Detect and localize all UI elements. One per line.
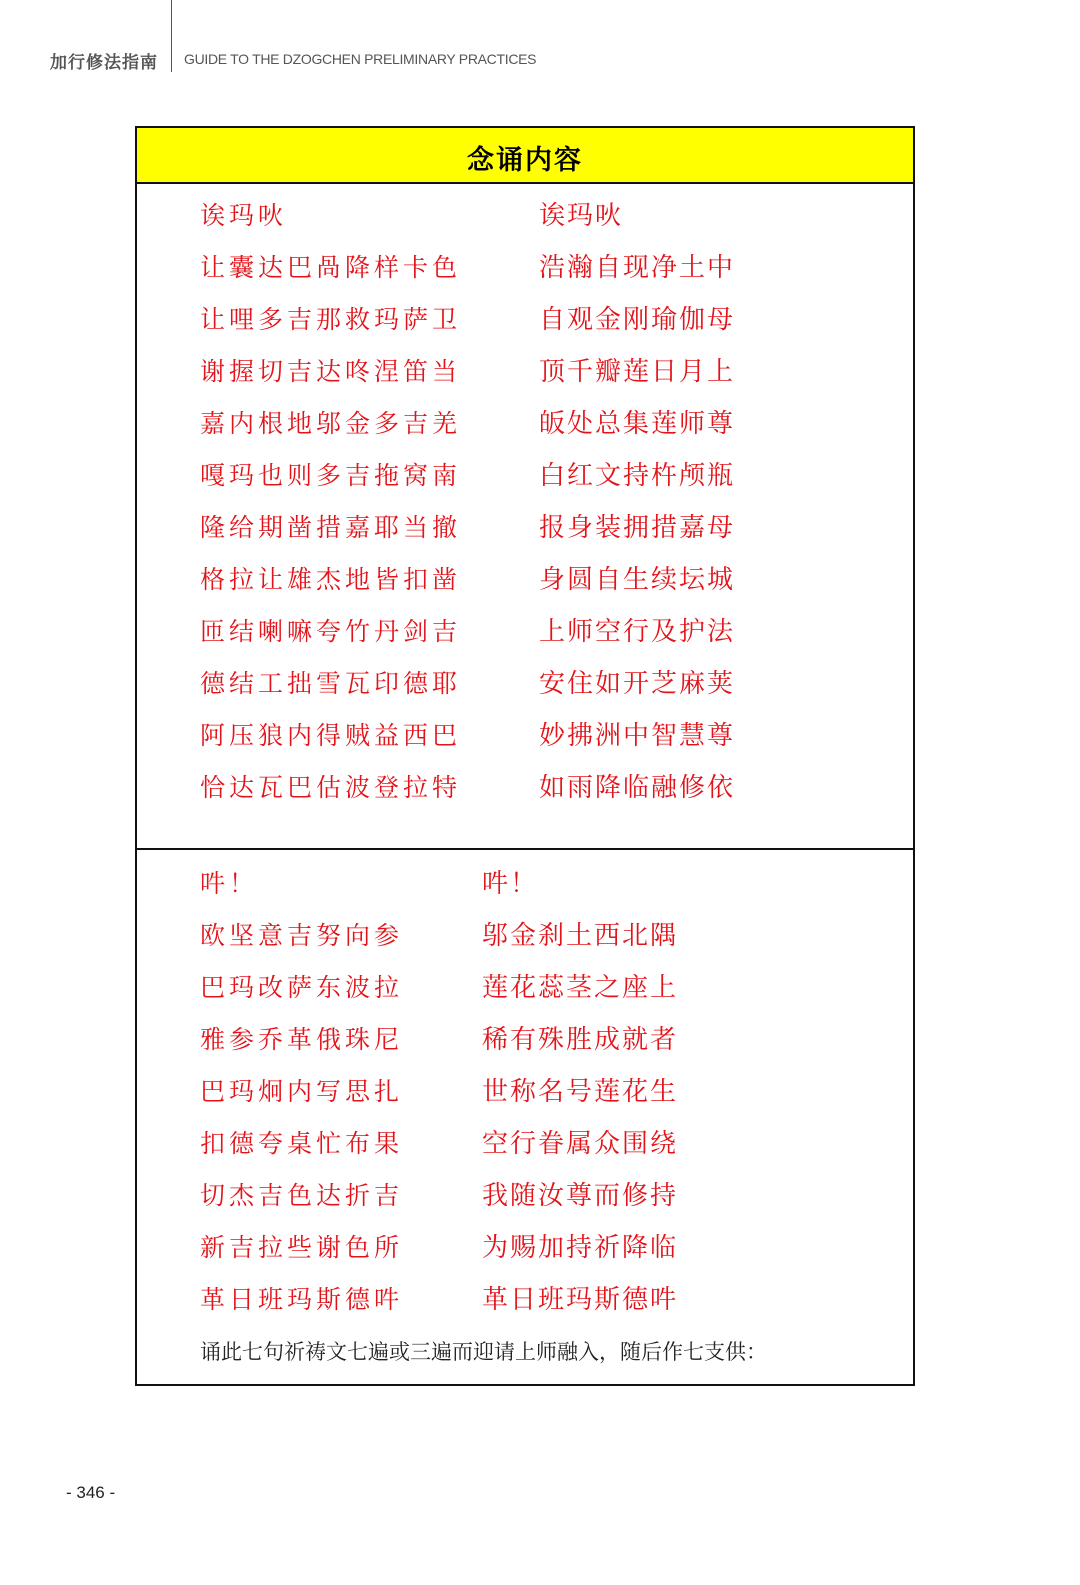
phonetic-line: 吽！ (200, 869, 259, 898)
translation-line: 稀有殊胜成就者 (482, 1025, 679, 1055)
phonetic-line: 新吉拉些谢色所 (200, 1233, 404, 1262)
phonetic-line: 格拉让雄杰地皆扣凿 (200, 565, 462, 594)
phonetic-line: 雅参乔革俄珠尼 (200, 1025, 404, 1054)
section1-translation-column (539, 190, 735, 814)
phonetic-line: 切杰吉色达折吉 (200, 1181, 404, 1210)
translation-line: 自观金刚瑜伽母 (539, 305, 736, 335)
phonetic-line: 诶玛吙 (200, 201, 288, 230)
translation-line: 皈处总集莲师尊 (539, 409, 736, 439)
recitation-box (135, 126, 915, 1386)
phonetic-line: 恰达瓦巴估波登拉特 (200, 773, 462, 802)
translation-line: 如雨降临融修依 (539, 773, 736, 803)
phonetic-line: 让哩多吉那救玛萨卫 (200, 305, 462, 334)
section1-phonetic-column (200, 190, 461, 814)
translation-line: 为赐加持祈降临 (482, 1233, 679, 1263)
phonetic-line: 德结工拙雪瓦印德耶 (200, 669, 462, 698)
phonetic-line: 隆给期凿措嘉耶当撤 (200, 513, 462, 542)
translation-line: 空行眷属众围绕 (482, 1129, 679, 1159)
header-divider-line (171, 0, 172, 72)
translation-line: 上师空行及护法 (539, 617, 736, 647)
box-title: 念诵内容 (467, 145, 583, 176)
translation-line: 身圆自生续坛城 (539, 565, 736, 595)
phonetic-line: 嘎玛也则多吉拖窝南 (200, 461, 462, 490)
translation-line: 邬金刹土西北隅 (482, 921, 679, 951)
translation-line: 妙拂洲中智慧尊 (539, 721, 736, 751)
instruction-note: 诵此七句祈祷文七遍或三遍而迎请上师融入，随后作七支供： (200, 1340, 767, 1364)
phonetic-line: 让囊达巴咼降样卡色 (200, 253, 462, 282)
page-number: - 346 - (66, 1483, 116, 1502)
translation-line: 安住如开芝麻荚 (539, 669, 736, 699)
translation-line: 吽！ (482, 869, 539, 899)
translation-line: 我随汝尊而修持 (482, 1181, 679, 1211)
phonetic-line: 欧坚意吉努向参 (200, 921, 404, 950)
title-bar (137, 128, 913, 184)
translation-line: 诶玛吙 (539, 201, 624, 231)
phonetic-line: 匝结喇嘛夸竹丹剑吉 (200, 617, 462, 646)
phonetic-line: 扣德夸桌忙布果 (200, 1129, 404, 1158)
phonetic-line: 嘉内根地邬金多吉羌 (200, 409, 462, 438)
translation-line: 白红文持杵颅瓶 (539, 461, 736, 491)
translation-line: 报身装拥措嘉母 (539, 513, 736, 543)
phonetic-line: 巴玛炯内写思扎 (200, 1077, 404, 1106)
translation-line: 顶千瓣莲日月上 (539, 357, 736, 387)
phonetic-line: 革日班玛斯德吽 (200, 1285, 404, 1314)
header-english-title: GUIDE TO THE DZOGCHEN PRELIMINARY PRACTICES (184, 51, 537, 67)
phonetic-line: 谢握切吉达咚涅笛当 (200, 357, 462, 386)
translation-line: 浩瀚自现净土中 (539, 253, 736, 283)
section2-phonetic-column (200, 858, 403, 1326)
header-chinese-title: 加行修法指南 (50, 53, 158, 73)
phonetic-line: 巴玛改萨东波拉 (200, 973, 404, 1002)
section-divider (137, 848, 913, 850)
translation-line: 世称名号莲花生 (482, 1077, 679, 1107)
translation-line: 革日班玛斯德吽 (482, 1285, 679, 1315)
phonetic-line: 阿压狼内得贼益西巴 (200, 721, 462, 750)
translation-line: 莲花蕊茎之座上 (482, 973, 679, 1003)
section2-translation-column (482, 858, 678, 1326)
